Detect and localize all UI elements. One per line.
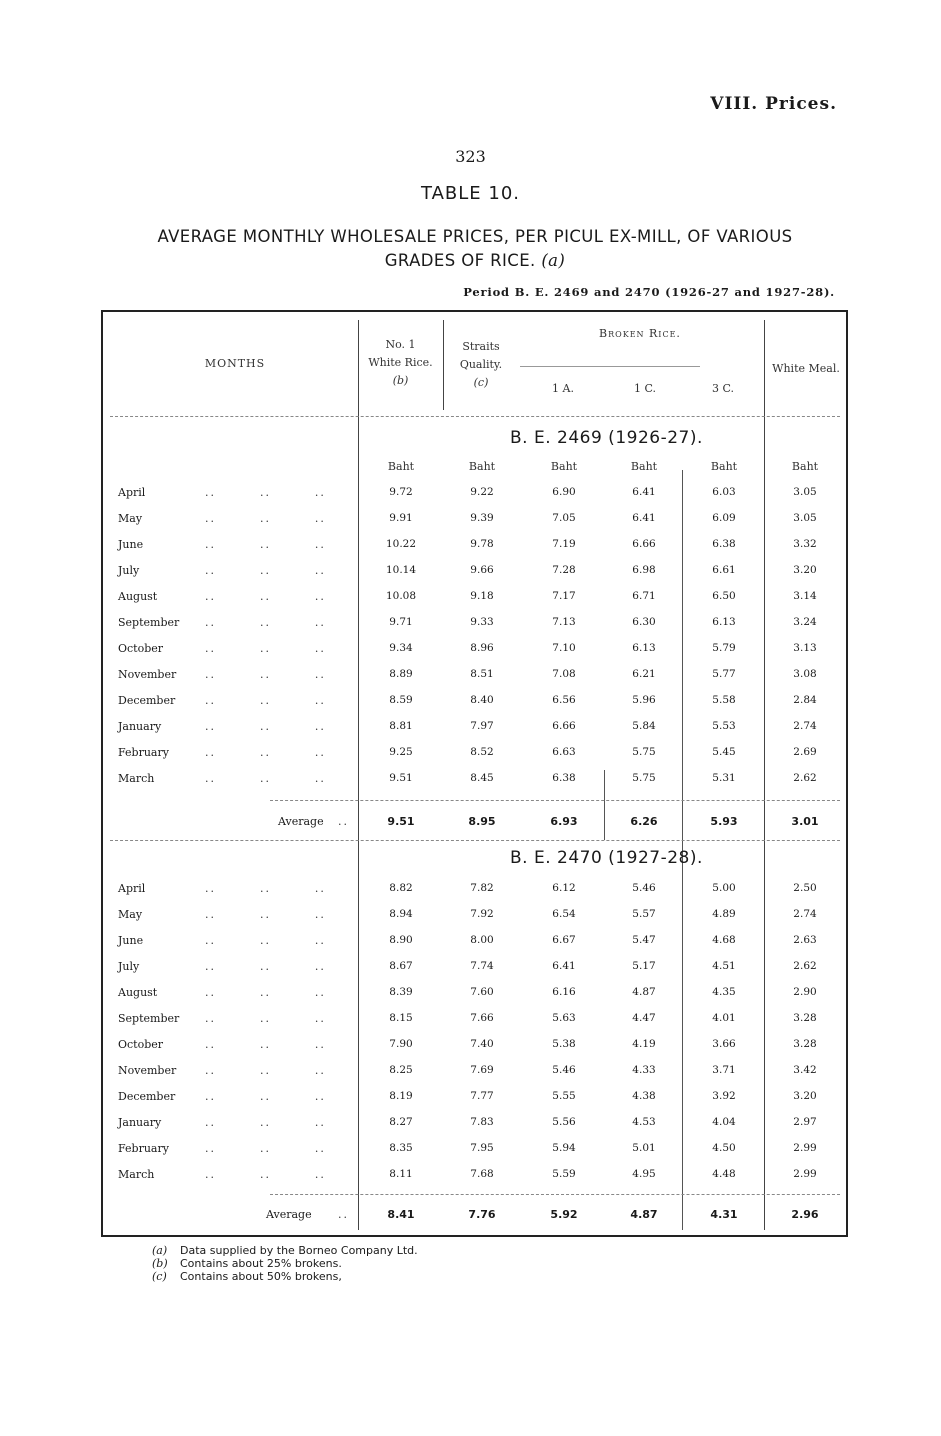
unit-label: Baht [550,460,578,473]
footnote-text: Contains about 25% brokens. [180,1257,342,1270]
price-cell: 4.47 [632,1012,656,1024]
price-cell: 9.33 [470,616,494,628]
price-cell: 7.66 [470,1012,494,1024]
month-label: February [118,1142,169,1155]
month-label: February [118,746,169,759]
footnote-text: Contains about 50% brokens, [180,1270,342,1283]
price-cell: 8.82 [389,882,413,894]
price-cell: 9.34 [389,642,413,654]
price-cell: 5.77 [712,668,736,680]
price-cell: 4.53 [632,1116,656,1128]
price-cell: 4.95 [632,1168,656,1180]
footnote-label: (c) [152,1270,167,1283]
price-cell: 5.79 [712,642,736,654]
price-cell: 7.82 [470,882,494,894]
price-cell: 7.74 [470,960,494,972]
price-cell: 6.71 [632,590,656,602]
price-cell: 3.13 [793,642,817,654]
price-cell: 9.71 [389,616,413,628]
price-cell: 4.01 [712,1012,736,1024]
avg-rule-top-2 [270,1194,840,1195]
price-cell: 5.01 [632,1142,656,1154]
price-cell: 6.63 [552,746,576,758]
white-rice-line-2: White Rice. [368,356,433,369]
price-cell: 3.24 [793,616,817,628]
footnotes [152,1244,418,1283]
table-title: TABLE 10. [420,183,520,204]
average-cell: 9.51 [387,815,415,828]
price-cell: 3.32 [793,538,817,550]
leader-dots: .. .. .. [205,986,326,999]
price-cell: 8.19 [389,1090,413,1102]
month-label: July [118,564,140,577]
price-cell: 4.19 [632,1038,656,1050]
month-label: January [118,1116,162,1129]
price-cell: 6.67 [552,934,576,946]
price-cell: 5.75 [632,772,656,784]
price-cell: 6.30 [632,616,656,628]
price-cell: 7.05 [552,512,576,524]
table-top-rule [101,310,848,312]
price-cell: 5.75 [632,746,656,758]
month-label: September [118,616,180,629]
price-cell: 5.31 [712,772,736,784]
price-cell: 6.41 [552,960,576,972]
price-cell: 6.54 [552,908,576,920]
price-cell: 2.84 [793,694,817,706]
price-cell: 5.47 [632,934,656,946]
price-cell: 9.18 [470,590,494,602]
price-cell: 8.25 [389,1064,413,1076]
price-cell: 6.38 [552,772,576,784]
price-cell: 4.68 [712,934,736,946]
price-cell: 5.56 [552,1116,576,1128]
month-label: October [118,1038,164,1051]
price-cell: 5.94 [552,1142,576,1154]
average-cell: 6.93 [550,815,578,828]
average-dots: .. [338,815,349,828]
col-header-straits [446,338,516,392]
price-cell: 8.39 [389,986,413,998]
col-rule-white-rice [443,320,444,410]
price-cell: 5.46 [552,1064,576,1076]
average-cell: 3.01 [791,815,819,828]
price-cell: 10.08 [385,590,417,602]
price-cell: 9.39 [470,512,494,524]
price-cell: 6.13 [632,642,656,654]
average-cell: 8.41 [387,1208,415,1221]
price-cell: 7.08 [552,668,576,680]
price-cell: 7.69 [470,1064,494,1076]
price-cell: 3.71 [712,1064,736,1076]
col-rule-months [358,320,359,1230]
price-cell: 7.40 [470,1038,494,1050]
price-cell: 7.10 [552,642,576,654]
average-cell: 8.95 [468,815,496,828]
leader-dots: .. .. .. [205,908,326,921]
leader-dots: .. .. .. [205,1168,326,1181]
col-header-1a: 1 A. [552,382,574,395]
price-cell: 8.67 [389,960,413,972]
price-cell: 9.25 [389,746,413,758]
white-rice-line-1: No. 1 [385,338,416,351]
page-number: 323 [455,147,486,166]
average-cell: 7.76 [468,1208,496,1221]
average-cell: 4.31 [710,1208,738,1221]
month-label: April [118,486,146,499]
section-title: B. E. 2470 (1927-28). [510,848,703,868]
price-cell: 3.05 [793,512,817,524]
unit-label: Baht [791,460,819,473]
month-label: June [118,538,144,551]
price-cell: 8.11 [389,1168,413,1180]
price-cell: 2.74 [793,908,817,920]
leader-dots: .. .. .. [205,616,326,629]
leader-dots: .. .. .. [205,1012,326,1025]
price-cell: 5.17 [632,960,656,972]
average-dots: .. [338,1208,349,1221]
price-cell: 9.91 [389,512,413,524]
unit-label: Baht [387,460,415,473]
col-rule-white-meal [764,320,765,1230]
price-cell: 4.48 [712,1168,736,1180]
month-label: September [118,1012,180,1025]
price-cell: 8.15 [389,1012,413,1024]
month-label: December [118,694,176,707]
price-cell: 9.78 [470,538,494,550]
price-cell: 3.66 [712,1038,736,1050]
section-title: B. E. 2469 (1926-27). [510,428,703,448]
price-cell: 2.62 [793,772,817,784]
price-cell: 8.89 [389,668,413,680]
month-label: August [118,986,158,999]
leader-dots: .. .. .. [205,486,326,499]
price-cell: 7.19 [552,538,576,550]
col-header-white-meal: White Meal. [772,362,840,375]
period-line: Period B. E. 2469 and 2470 (1926-27 and 1927-28). [463,285,835,299]
col-header-white-rice [358,336,443,390]
price-cell: 7.83 [470,1116,494,1128]
leader-dots: .. .. .. [205,1142,326,1155]
table-left-rule [101,310,103,1237]
price-cell: 8.40 [470,694,494,706]
price-cell: 10.22 [385,538,417,550]
price-cell: 8.94 [389,908,413,920]
month-label: August [118,590,158,603]
price-cell: 6.38 [712,538,736,550]
col-header-1c: 1 C. [633,382,657,395]
col-rule-1c [604,770,605,840]
month-label: May [118,908,143,921]
leader-dots: .. .. .. [205,746,326,759]
price-cell: 3.28 [793,1038,817,1050]
unit-label: Baht [468,460,496,473]
price-cell: 5.38 [552,1038,576,1050]
price-cell: 8.96 [470,642,494,654]
leader-dots: .. .. .. [205,772,326,785]
month-label: May [118,512,143,525]
leader-dots: .. .. .. [205,642,326,655]
price-cell: 3.42 [793,1064,817,1076]
price-cell: 5.55 [552,1090,576,1102]
leader-dots: .. .. .. [205,882,326,895]
leader-dots: .. .. .. [205,538,326,551]
straits-line-1: Straits [462,340,500,353]
price-cell: 3.20 [793,564,817,576]
month-label: October [118,642,164,655]
price-cell: 6.50 [712,590,736,602]
leader-dots: .. .. .. [205,1090,326,1103]
price-cell: 6.66 [632,538,656,550]
leader-dots: .. .. .. [205,512,326,525]
unit-label: Baht [710,460,738,473]
month-label: November [118,1064,177,1077]
leader-dots: .. .. .. [205,1038,326,1051]
price-cell: 8.81 [389,720,413,732]
price-cell: 6.03 [712,486,736,498]
price-cell: 9.72 [389,486,413,498]
price-cell: 2.99 [793,1168,817,1180]
leader-dots: .. .. .. [205,668,326,681]
footnote-text: Data supplied by the Borneo Company Ltd. [180,1244,418,1257]
unit-label: Baht [630,460,658,473]
broken-rice-underline [520,366,700,367]
month-label: April [118,882,146,895]
price-cell: 6.98 [632,564,656,576]
average-cell: 6.26 [630,815,658,828]
price-cell: 5.63 [552,1012,576,1024]
price-cell: 4.33 [632,1064,656,1076]
price-cell: 6.16 [552,986,576,998]
price-cell: 7.95 [470,1142,494,1154]
leader-dots: .. .. .. [205,720,326,733]
price-cell: 5.45 [712,746,736,758]
leader-dots: .. .. .. [205,1116,326,1129]
month-label: November [118,668,177,681]
price-cell: 7.13 [552,616,576,628]
price-cell: 7.92 [470,908,494,920]
footnote-c [152,1270,418,1283]
leader-dots: .. .. .. [205,694,326,707]
price-cell: 10.14 [385,564,417,576]
straits-line-2: Quality. [459,358,503,371]
price-cell: 8.59 [389,694,413,706]
white-rice-line-3: (b) [392,374,409,387]
price-cell: 3.92 [712,1090,736,1102]
price-cell: 3.14 [793,590,817,602]
price-cell: 2.99 [793,1142,817,1154]
average-cell: 4.87 [630,1208,658,1221]
price-cell: 4.50 [712,1142,736,1154]
heading-note: (a) [541,251,566,270]
price-cell: 9.51 [389,772,413,784]
price-cell: 6.90 [552,486,576,498]
average-label: Average [278,815,324,828]
month-label: March [118,1168,155,1181]
average-label: Average [266,1208,312,1221]
price-cell: 4.04 [712,1116,736,1128]
price-cell: 7.77 [470,1090,494,1102]
price-cell: 6.56 [552,694,576,706]
avg-rule-bottom-1 [110,840,840,841]
price-cell: 6.12 [552,882,576,894]
price-cell: 4.35 [712,986,736,998]
col-header-months: MONTHS [204,357,266,370]
leader-dots: .. .. .. [205,934,326,947]
price-cell: 6.09 [712,512,736,524]
month-label: June [118,934,144,947]
price-cell: 7.60 [470,986,494,998]
price-cell: 6.66 [552,720,576,732]
price-cell: 7.90 [389,1038,413,1050]
price-cell: 5.96 [632,694,656,706]
price-cell: 5.53 [712,720,736,732]
price-cell: 5.58 [712,694,736,706]
price-cell: 6.41 [632,486,656,498]
footnote-a [152,1244,418,1257]
price-cell: 3.05 [793,486,817,498]
price-cell: 5.59 [552,1168,576,1180]
price-cell: 6.21 [632,668,656,680]
price-cell: 6.13 [712,616,736,628]
month-label: July [118,960,140,973]
price-cell: 4.51 [712,960,736,972]
price-cell: 5.84 [632,720,656,732]
price-cell: 2.69 [793,746,817,758]
price-cell: 5.46 [632,882,656,894]
heading-line-2 [120,249,830,273]
price-cell: 3.28 [793,1012,817,1024]
straits-line-3: (c) [473,376,489,389]
footnote-b [152,1257,418,1270]
month-label: December [118,1090,176,1103]
leader-dots: .. .. .. [205,1064,326,1077]
average-cell: 2.96 [791,1208,819,1221]
price-cell: 6.41 [632,512,656,524]
price-cell: 4.87 [632,986,656,998]
average-cell: 5.93 [710,815,738,828]
price-cell: 8.35 [389,1142,413,1154]
price-cell: 8.51 [470,668,494,680]
avg-rule-top-1 [270,800,840,801]
price-cell: 2.50 [793,882,817,894]
month-label: January [118,720,162,733]
price-cell: 8.52 [470,746,494,758]
price-cell: 7.28 [552,564,576,576]
price-cell: 3.08 [793,668,817,680]
average-cell: 5.92 [550,1208,578,1221]
price-cell: 7.68 [470,1168,494,1180]
price-cell: 2.74 [793,720,817,732]
table-bottom-rule [101,1235,848,1237]
month-label: March [118,772,155,785]
price-cell: 2.97 [793,1116,817,1128]
leader-dots: .. .. .. [205,960,326,973]
price-cell: 4.38 [632,1090,656,1102]
header-bottom-rule [110,416,840,417]
price-cell: 8.45 [470,772,494,784]
price-cell: 8.27 [389,1116,413,1128]
price-cell: 3.20 [793,1090,817,1102]
price-cell: 2.63 [793,934,817,946]
table-heading [120,225,830,273]
price-cell: 9.22 [470,486,494,498]
price-cell: 4.89 [712,908,736,920]
leader-dots: .. .. .. [205,564,326,577]
section-header: VIII. Prices. [710,94,837,114]
price-cell: 2.90 [793,986,817,998]
price-cell: 5.57 [632,908,656,920]
price-cell: 7.97 [470,720,494,732]
price-cell: 5.00 [712,882,736,894]
price-cell: 7.17 [552,590,576,602]
price-cell: 9.66 [470,564,494,576]
leader-dots: .. .. .. [205,590,326,603]
price-cell: 6.61 [712,564,736,576]
price-cell: 2.62 [793,960,817,972]
footnote-label: (b) [152,1257,168,1270]
col-header-broken-rice: Broken Rice. [599,327,681,340]
heading-line-1: AVERAGE MONTHLY WHOLESALE PRICES, PER PICUL EX-MILL, OF VARIOUS [157,227,793,246]
col-header-3c: 3 C. [711,382,735,395]
price-cell: 8.00 [470,934,494,946]
footnote-label: (a) [152,1244,168,1257]
heading-line-2-text: GRADES OF RICE. [384,251,536,270]
price-cell: 8.90 [389,934,413,946]
table-right-rule [846,312,848,1237]
